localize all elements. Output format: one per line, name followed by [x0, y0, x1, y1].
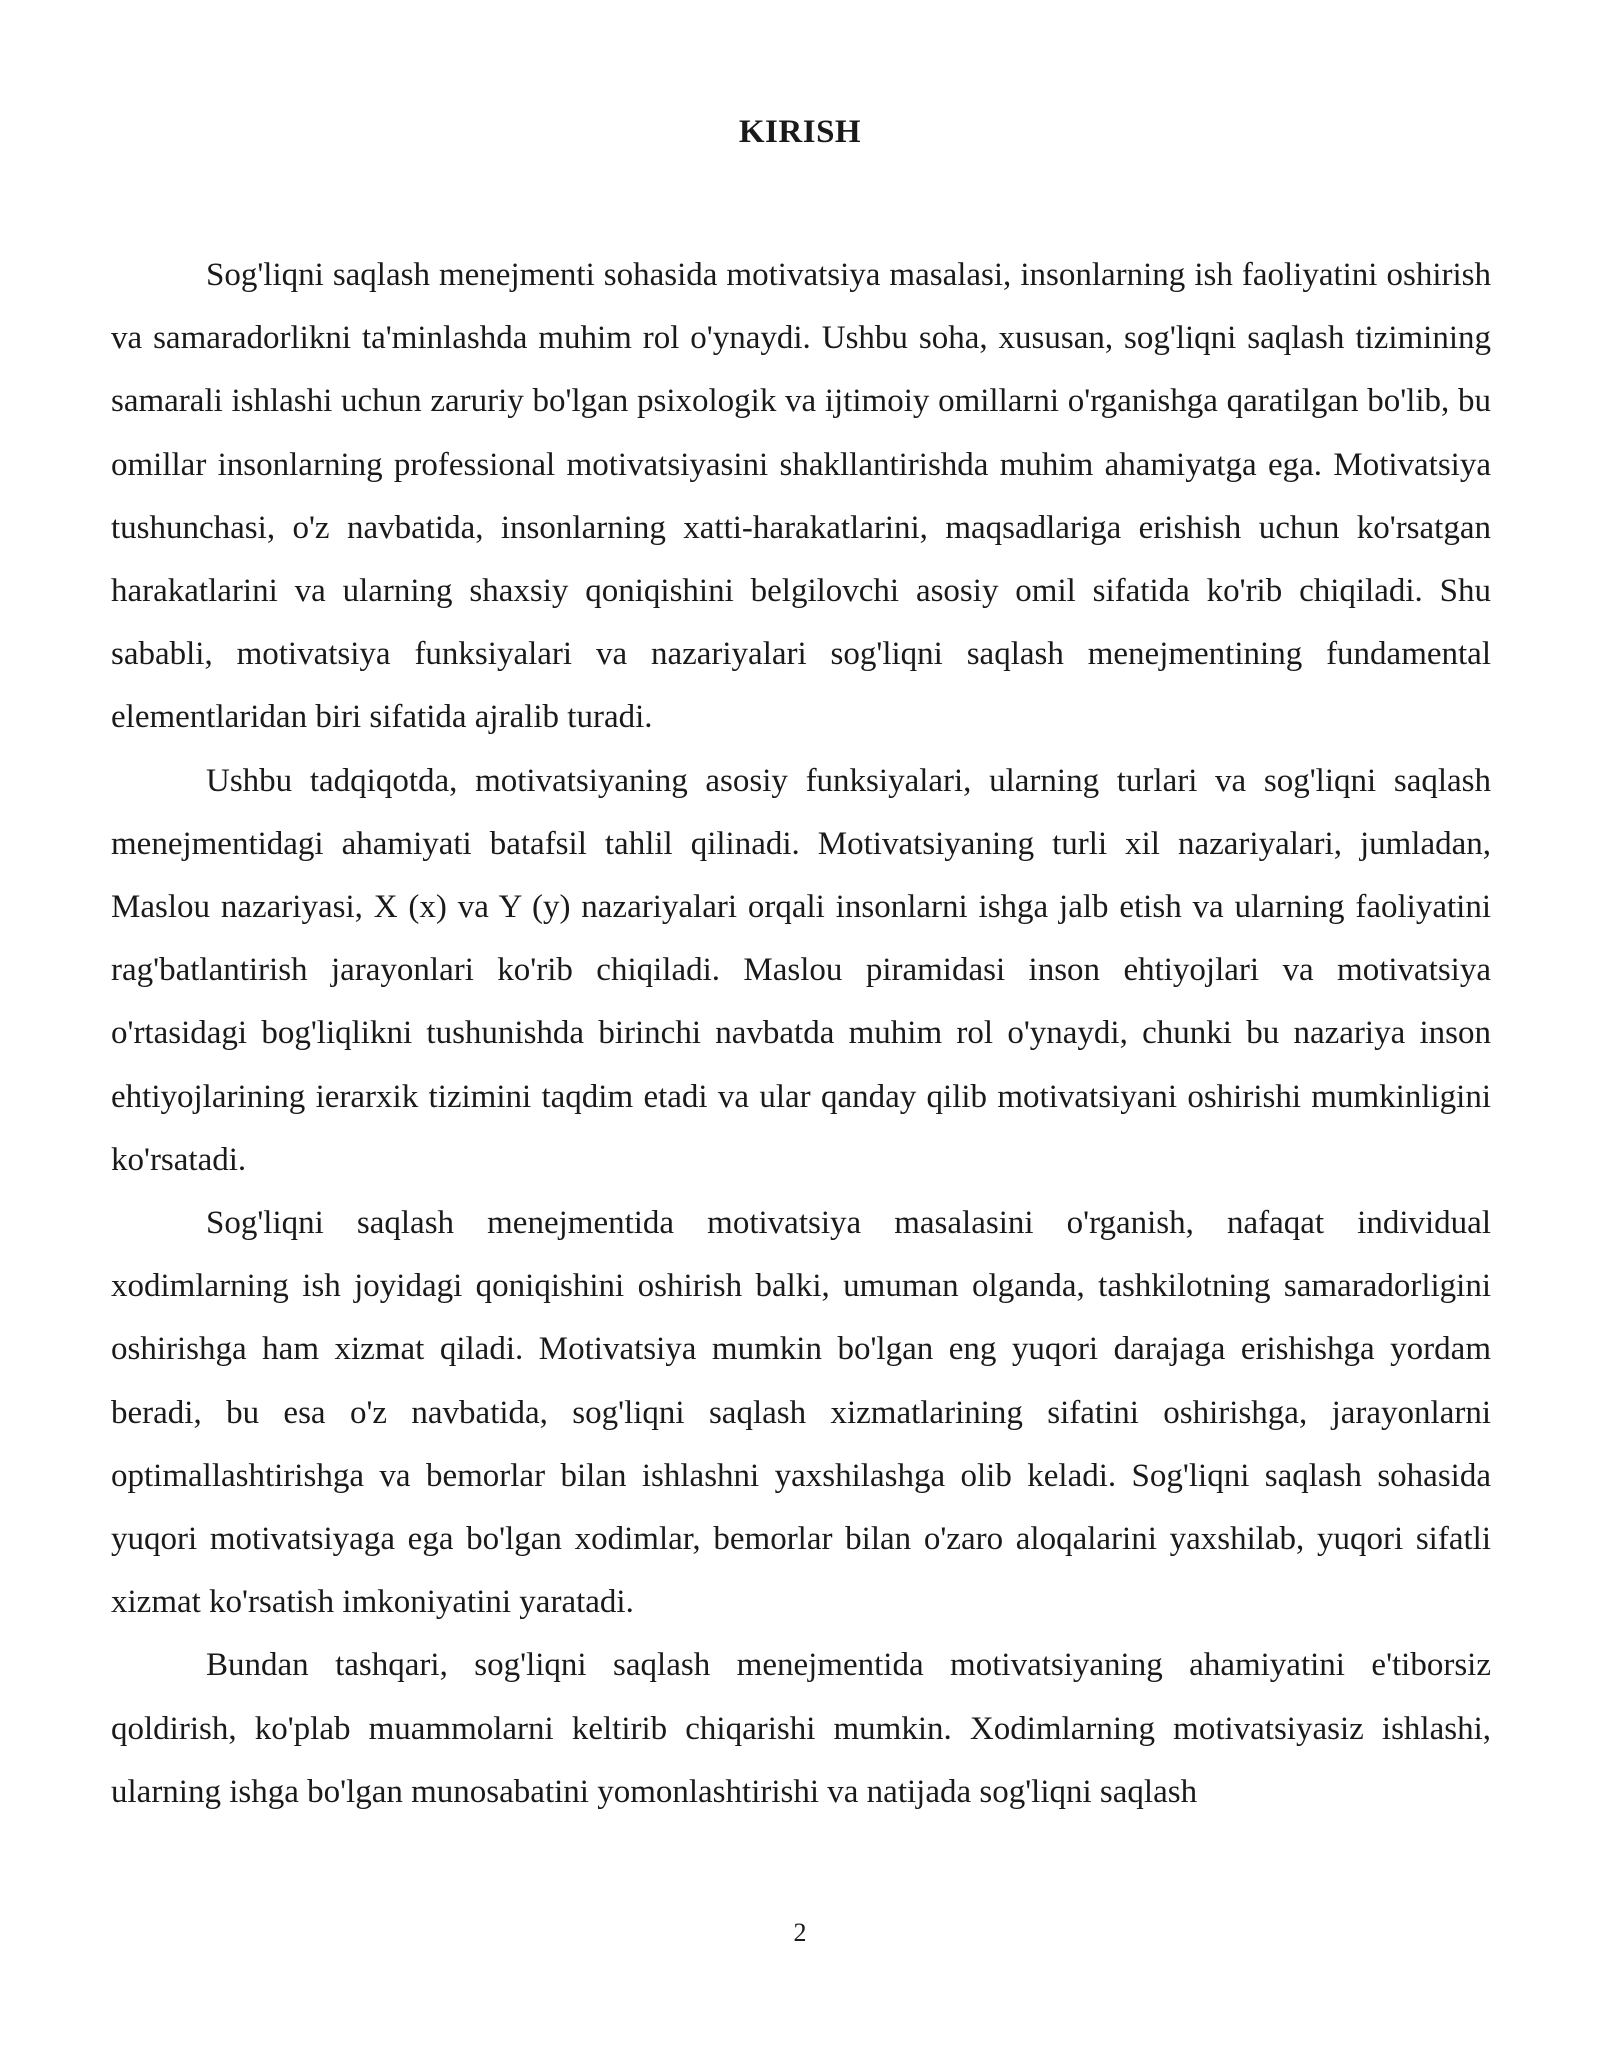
page-number: 2 [793, 1918, 807, 1947]
page-title: KIRISH [738, 114, 862, 150]
paragraph-2: Ushbu tadqiqotda, motivatsiyaning asosiy funksiyalari, ularning turlari va sog'liqni saqlash menejmentidagi ahamiyati batafsil tahlil qilinadi. Motivatsiyaning turli xil nazariyalari, jumladan, Maslou nazariyasi, X (x) va Y (y) nazariyalari orqali insonlarni ishga jalb etish va ularning faoliyatini rag'batlantirish jarayonlari ko'rib chiqiladi. Maslou piramidasi inson ehtiyojlari va motivatsiya o'rtasidagi bog'liqlikni tushunishda birinchi navbatda muhim rol o'ynaydi, chunki bu nazariya inson ehtiyojlarining ierarxik tizimini taqdim etadi va ular qanday qilib motivatsiyani oshirishi mumkinligini ko'rsatadi. [111, 762, 1491, 1178]
paragraph-4: Bundan tashqari, sog'liqni saqlash menejmentida motivatsiyaning ahamiyatini e'tiborsiz qoldirish, ko'plab muammolarni keltirib chiqarishi mumkin. Xodimlarning motivatsiyasiz ishlashi, ularning ishga bo'lgan munosabatini yomonlashtirishi va natijada sog'liqni saqlash [111, 1647, 1491, 1810]
paragraph-3: Sog'liqni saqlash menejmentida motivatsiya masalasini o'rganish, nafaqat individual xodimlarning ish joyidagi qoniqishini oshirish balki, umuman olganda, tashkilotning samaradorligini oshirishga ham xizmat qiladi. Motivatsiya mumkin bo'lgan eng yuqori darajaga erishishga yordam beradi, bu esa o'z navbatida, sog'liqni saqlash xizmatlarining sifatini oshirishga, jarayonlarni optimallashtirishga va bemorlar bilan ishlashni yaxshilashga olib keladi. Sog'liqni saqlash sohasida yuqori motivatsiyaga ega bo'lgan xodimlar, bemorlar bilan o'zaro aloqalarini yaxshilab, yuqori sifatli xizmat ko'rsatish imkoniyatini yaratadi. [111, 1205, 1491, 1621]
paragraph-1: Sog'liqni saqlash menejmenti sohasida motivatsiya masalasi, insonlarning ish faoliyatini oshirish va samaradorlikni ta'minlashda muhim rol o'ynaydi. Ushbu soha, xususan, sog'liqni saqlash tizimining samarali ishlashi uchun zaruriy bo'lgan psixologik va ijtimoiy omillarni o'rganishga qaratilgan bo'lib, bu omillar insonlarning professional motivatsiyasini shakllantirishda muhim ahamiyatga ega. Motivatsiya tushunchasi, o'z navbatida, insonlarning xatti-harakatlarini, maqsadlariga erishish uchun ko'rsatgan harakatlarini va ularning shaxsiy qoniqishini belgilovchi asosiy omil sifatida ko'rib chiqiladi. Shu sababli, motivatsiya funksiyalari va nazariyalari sog'liqni saqlash menejmentining fundamental elementlaridan biri sifatida ajralib turadi. [111, 257, 1491, 736]
document-body [111, 244, 1491, 1824]
